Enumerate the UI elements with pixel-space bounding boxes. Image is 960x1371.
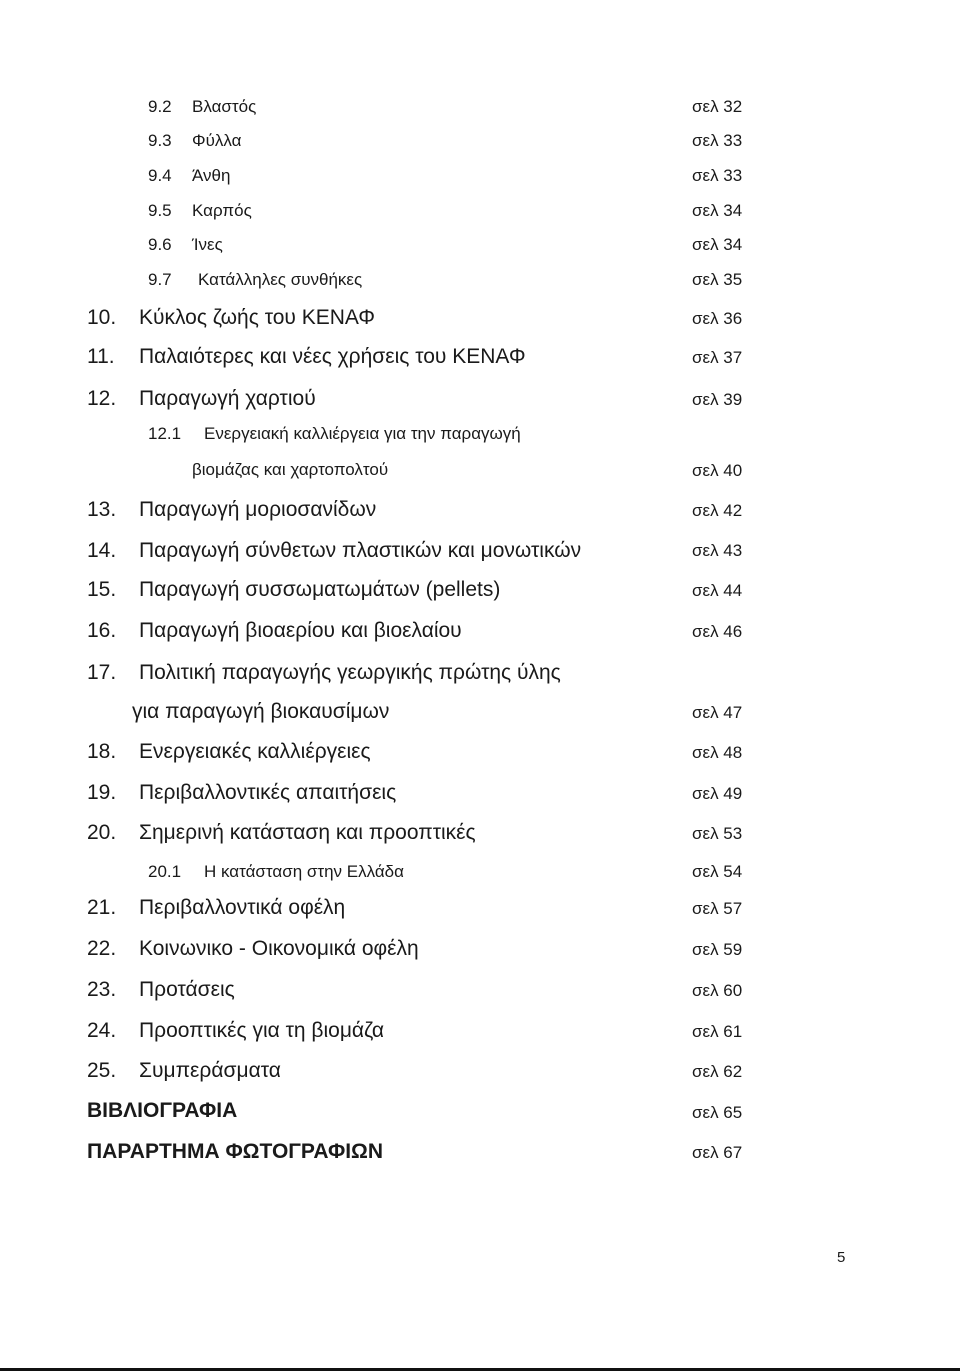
toc-entry (148, 97, 256, 117)
toc-entry-number: 9.6 (148, 235, 172, 254)
toc-entry-page: σελ 34 (692, 235, 743, 254)
toc-entry-page: σελ 36 (692, 309, 743, 328)
toc-entry-number: 12.1 (148, 424, 182, 443)
toc-entry-title: Περιβαλλοντικά οφέλη (139, 896, 346, 919)
toc-entry-title: Προτάσεις (139, 978, 235, 1001)
toc-entry-page: σελ 40 (692, 461, 743, 480)
toc-entry-title: Ενεργειακές καλλιέργειες (139, 740, 371, 763)
toc-entry-page: σελ 60 (692, 981, 743, 1000)
toc-entry-title: Παραγωγή συσσωματωμάτων (pellets) (139, 578, 501, 601)
toc-entry-title: Παραγωγή μοριοσανίδων (139, 498, 377, 521)
toc-entry (148, 131, 241, 151)
toc-entry-number: 18. (87, 740, 117, 763)
toc-entry-page: σελ 42 (692, 501, 743, 520)
toc-entry (87, 978, 235, 1002)
toc-entry-page: σελ 54 (692, 862, 743, 881)
toc-entry (87, 896, 345, 920)
toc-entry-title: Κοινωνικο - Οικονομικά οφέλη (139, 937, 419, 960)
toc-entry-number: 9.5 (148, 201, 172, 220)
toc-entry-title: Παραγωγή βιοαερίου και βιοελαίου (139, 619, 462, 642)
toc-entry-title: ΒΙΒΛΙΟΓΡΑΦΙΑ (87, 1099, 238, 1122)
toc-entry-title: ΠΑΡΑΡΤΗΜΑ ΦΩΤΟΓΡΑΦΙΩΝ (87, 1140, 384, 1163)
toc-entry-number: 13. (87, 498, 117, 521)
toc-entry (132, 700, 389, 724)
toc-entry (87, 1059, 281, 1083)
toc-entry-title: για παραγωγή βιοκαυσίμων (132, 700, 390, 723)
toc-entry-page: σελ 35 (692, 270, 743, 289)
toc-entry (87, 937, 419, 961)
toc-entry-page: σελ 59 (692, 940, 743, 959)
toc-entry-page: σελ 49 (692, 784, 743, 803)
toc-entry (87, 1019, 384, 1043)
toc-entry-number: 23. (87, 978, 117, 1001)
toc-entry-title: Καρπός (192, 201, 252, 220)
toc-entry-page: σελ 53 (692, 824, 743, 843)
toc-entry (87, 821, 476, 845)
toc-entry (87, 306, 375, 330)
toc-entry (148, 166, 230, 186)
toc-entry-page: σελ 34 (692, 201, 743, 220)
toc-entry-page: σελ 33 (692, 131, 743, 150)
toc-entry-number: 19. (87, 781, 117, 804)
toc-entry-page: σελ 33 (692, 166, 743, 185)
toc-entry-title: Η κατάσταση στην Ελλάδα (204, 862, 404, 881)
toc-entry (148, 235, 223, 255)
toc-entry (87, 661, 561, 685)
toc-entry (148, 201, 252, 221)
toc-entry-page: σελ 43 (692, 541, 743, 560)
toc-entry-page: σελ 48 (692, 743, 743, 762)
toc-entry-number: 24. (87, 1019, 117, 1042)
toc-entry-title: Πολιτική παραγωγής γεωργικής πρώτης ύλης (139, 661, 561, 684)
toc-entry (87, 1099, 237, 1123)
toc-entry (148, 270, 362, 290)
toc-entry-title: Ενεργειακή καλλιέργεια για την παραγωγή (204, 424, 521, 443)
toc-entry-number: 17. (87, 661, 117, 684)
toc-entry-number: 14. (87, 539, 117, 562)
toc-entry (87, 578, 500, 602)
toc-entry (192, 460, 388, 480)
toc-entry-number: 20.1 (148, 862, 182, 881)
toc-entry-page: σελ 37 (692, 348, 743, 367)
toc-entry-title: Παλαιότερες και νέες χρήσεις του ΚΕΝΑΦ (139, 345, 526, 368)
toc-entry (87, 539, 581, 563)
toc-entry-number: 20. (87, 821, 117, 844)
toc-entry-page: σελ 32 (692, 97, 743, 116)
toc-entry (87, 387, 316, 411)
toc-entry-number: 10. (87, 306, 117, 329)
toc-entry-page: σελ 61 (692, 1022, 743, 1041)
toc-entry-title: βιομάζας και χαρτοπολτού (192, 460, 389, 479)
toc-entry-title: Άνθη (192, 166, 231, 185)
toc-entry-number: 15. (87, 578, 117, 601)
toc-entry-title: Προοπτικές για τη βιομάζα (139, 1019, 385, 1042)
toc-entry-number: 9.4 (148, 166, 172, 185)
toc-entry-number: 9.2 (148, 97, 172, 116)
toc-entry-title: Περιβαλλοντικές απαιτήσεις (139, 781, 397, 804)
toc-entry-page: σελ 46 (692, 622, 743, 641)
toc-entry-page: σελ 57 (692, 899, 743, 918)
toc-entry-title: Παραγωγή χαρτιού (139, 387, 316, 410)
toc-entry-title: Παραγωγή σύνθετων πλαστικών και μονωτικών (139, 539, 582, 562)
toc-entry (87, 740, 371, 764)
toc-entry-page: σελ 39 (692, 390, 743, 409)
toc-entry-title: Φύλλα (192, 131, 242, 150)
toc-entry-title: Σημερινή κατάσταση και προοπτικές (139, 821, 476, 844)
toc-entry-number: 25. (87, 1059, 117, 1082)
toc-entry-title: Βλαστός (192, 97, 257, 116)
toc-entry (87, 498, 376, 522)
toc-entry-title: Ίνες (192, 235, 223, 254)
toc-entry-number: 11. (87, 345, 115, 368)
toc-entry-page: σελ 62 (692, 1062, 743, 1081)
toc-entry-page: σελ 65 (692, 1103, 743, 1122)
toc-entry (87, 619, 462, 643)
toc-entry (87, 1140, 383, 1164)
toc-entry (87, 781, 396, 805)
toc-entry-number: 16. (87, 619, 117, 642)
page-number: 5 (837, 1249, 846, 1266)
toc-entry-page: σελ 44 (692, 581, 743, 600)
toc-entry-number: 21. (87, 896, 117, 919)
toc-entry-page: σελ 47 (692, 703, 743, 722)
toc-entry-title: Κύκλος ζωής του ΚΕΝΑΦ (139, 306, 376, 329)
toc-entry-number: 22. (87, 937, 117, 960)
toc-entry-number: 9.3 (148, 131, 172, 150)
toc-entry (87, 345, 526, 369)
toc-entry-number: 9.7 (148, 270, 172, 289)
toc-entry-title: Συμπεράσματα (139, 1059, 281, 1082)
toc-entry (148, 862, 404, 882)
toc-entry-number: 12. (87, 387, 117, 410)
toc-entry-page: σελ 67 (692, 1143, 743, 1162)
toc-entry (148, 424, 521, 444)
toc-entry-title: Κατάλληλες συνθήκες (198, 270, 363, 289)
